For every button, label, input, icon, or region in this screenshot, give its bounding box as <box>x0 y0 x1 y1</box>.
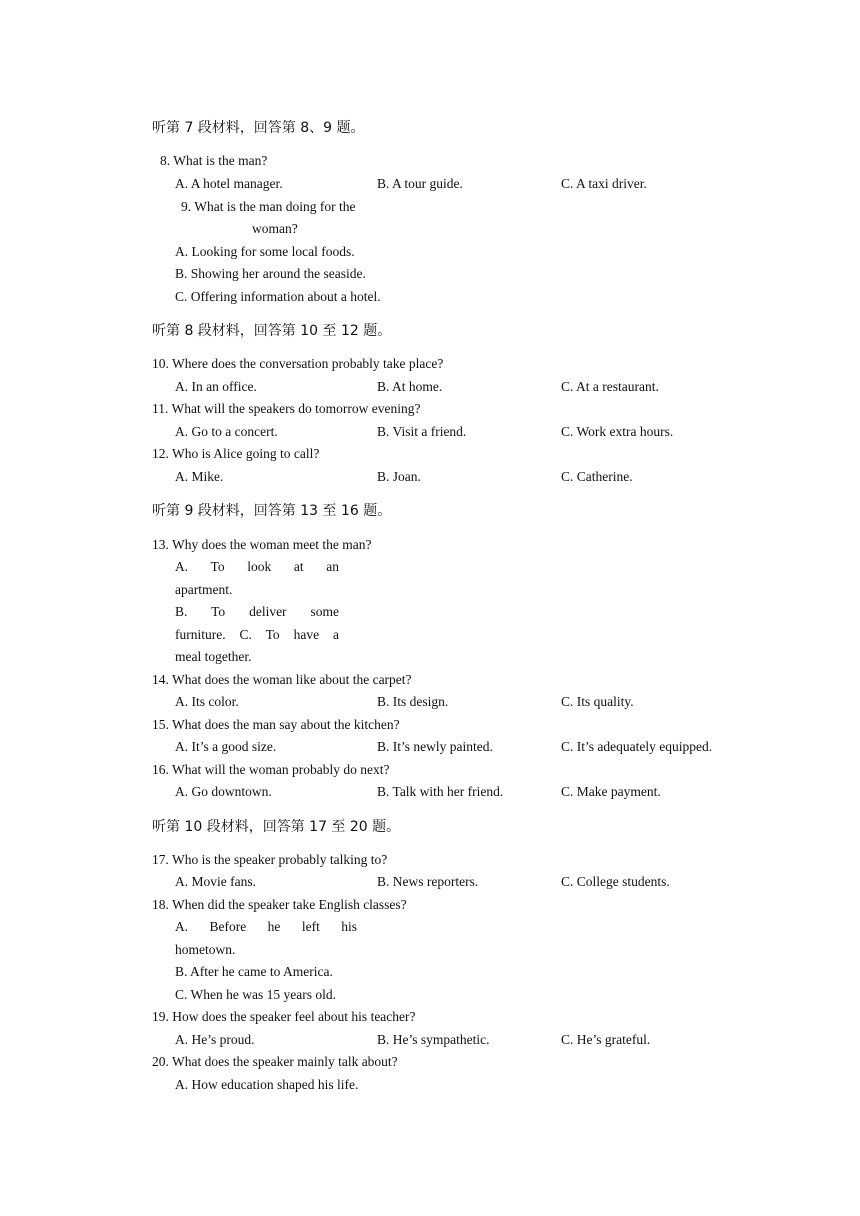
option-a: A. Movie fans. <box>175 874 256 889</box>
option-a: A. A hotel manager. <box>175 176 283 191</box>
option-c: C. Catherine. <box>561 469 633 484</box>
option-c: C. College students. <box>561 874 670 889</box>
option-c: C. Make payment. <box>561 784 661 799</box>
option-a-continued: apartment. <box>175 582 233 597</box>
option-b: B. Visit a friend. <box>377 424 467 439</box>
option-a: A. How education shaped his life. <box>175 1077 359 1092</box>
section-heading: 听第 9 段材料，回答第 13 至 16 题。 <box>152 503 392 519</box>
option-c: C. Offering information about a hotel. <box>175 289 381 304</box>
question-stem: 15. What does the man say about the kitchen? <box>152 717 400 732</box>
section-heading: 听第 8 段材料，回答第 10 至 12 题。 <box>152 323 392 339</box>
question-stem: 17. Who is the speaker probably talking to? <box>152 852 388 867</box>
option-b: B. Joan. <box>377 469 421 484</box>
option-a: A. He’s proud. <box>175 1032 255 1047</box>
option-b: B. Its design. <box>377 694 449 709</box>
question-stem: 20. What does the speaker mainly talk about? <box>152 1054 398 1069</box>
option-a: A. It’s a good size. <box>175 739 277 754</box>
section-heading: 听第 7 段材料，回答第 8、9 题。 <box>152 120 365 136</box>
option-a: A. Before he left his <box>175 919 357 934</box>
option-b: B. Talk with her friend. <box>377 784 504 799</box>
option-b: B. Showing her around the seaside. <box>175 266 366 281</box>
option-a: A. Mike. <box>175 469 224 484</box>
option-a: A. To look at an <box>175 559 339 574</box>
question-stem: 11. What will the speakers do tomorrow evening? <box>152 401 421 416</box>
option-c-continued: meal together. <box>175 649 252 664</box>
question-stem: 10. Where does the conversation probably take place? <box>152 356 444 371</box>
question-stem: 12. Who is Alice going to call? <box>152 446 320 461</box>
question-stem: 13. Why does the woman meet the man? <box>152 537 372 552</box>
question-stem: 8. What is the man? <box>160 153 268 168</box>
option-b: B. To deliver some <box>175 604 339 619</box>
option-b-continued: furniture. C. To have a <box>175 627 339 642</box>
question-stem: 16. What will the woman probably do next? <box>152 762 390 777</box>
option-b: B. It’s newly painted. <box>377 739 493 754</box>
question-stem: 19. How does the speaker feel about his teacher? <box>152 1009 416 1024</box>
option-a: A. Looking for some local foods. <box>175 244 355 259</box>
option-b: B. News reporters. <box>377 874 479 889</box>
option-a: A. In an office. <box>175 379 257 394</box>
question-stem: 14. What does the woman like about the carpet? <box>152 672 412 687</box>
option-a-continued: hometown. <box>175 942 236 957</box>
option-c: C. Its quality. <box>561 694 634 709</box>
option-a: A. Go downtown. <box>175 784 272 799</box>
option-a: A. Its color. <box>175 694 239 709</box>
question-stem: 18. When did the speaker take English classes? <box>152 897 407 912</box>
section-heading: 听第 10 段材料，回答第 17 至 20 题。 <box>152 819 401 835</box>
question-stem: 9. What is the man doing for the <box>181 199 356 214</box>
option-b: B. He’s sympathetic. <box>377 1032 490 1047</box>
option-c: C. When he was 15 years old. <box>175 987 336 1002</box>
option-c: C. At a restaurant. <box>561 379 659 394</box>
option-b: B. At home. <box>377 379 443 394</box>
option-c: C. Work extra hours. <box>561 424 674 439</box>
option-b: B. A tour guide. <box>377 176 463 191</box>
option-c: C. It’s adequately equipped. <box>561 739 713 754</box>
option-b: B. After he came to America. <box>175 964 333 979</box>
option-a: A. Go to a concert. <box>175 424 278 439</box>
option-c: C. A taxi driver. <box>561 176 647 191</box>
question-stem-continued: woman? <box>252 221 298 236</box>
option-c: C. He’s grateful. <box>561 1032 651 1047</box>
